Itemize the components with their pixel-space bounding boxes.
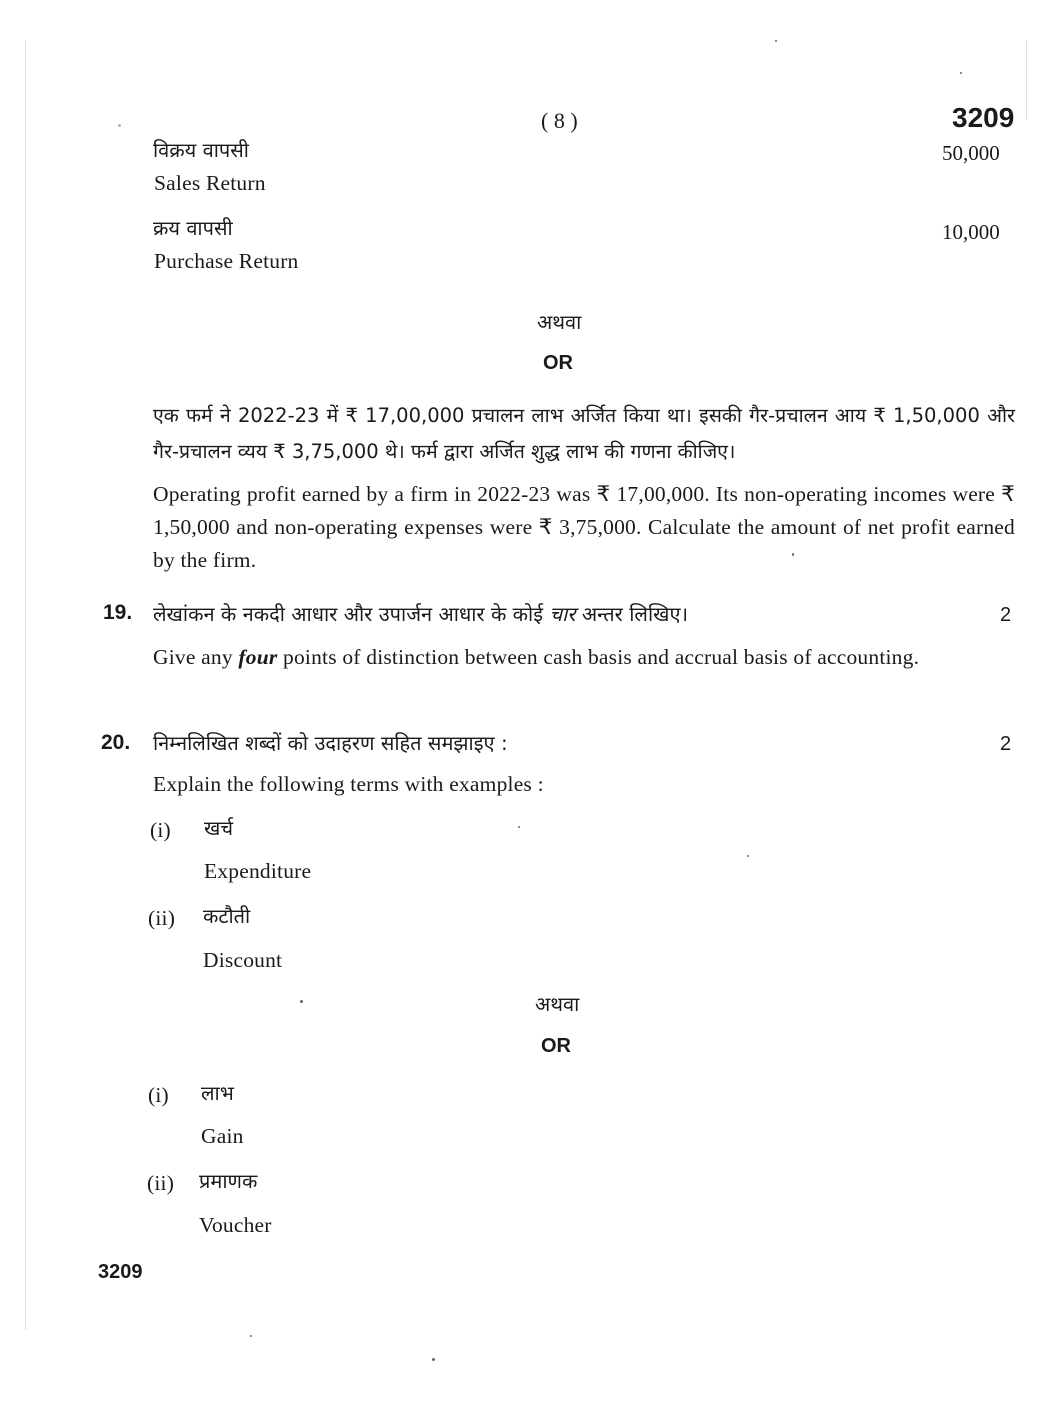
- scan-edge-line: [25, 40, 26, 1330]
- q19-hindi-text: लेखांकन के नकदी आधार और उपार्जन आधार के कोई चार अन्तर लिखिए।: [153, 602, 689, 626]
- or-english: OR: [541, 1035, 571, 1057]
- q19-marks: 2: [1000, 604, 1012, 626]
- scan-speck: [250, 1335, 252, 1337]
- scan-speck: [300, 1000, 303, 1003]
- term-label: (i): [150, 818, 171, 842]
- term-label: (ii): [147, 1171, 175, 1195]
- purchase-return-english: Purchase Return: [154, 249, 299, 273]
- scan-speck: [432, 1358, 435, 1361]
- q18-or-english-text: Operating profit earned by a firm in 2022-23 was ₹ 17,00,000. Its non-operating incomes were ₹ 1,50,000 and non-operating expenses were ₹ 3,75,000. Calculate the amount of net profit earned by the firm.: [153, 482, 1015, 572]
- term-hindi: कटौती: [203, 904, 251, 928]
- scan-edge-line: [1026, 40, 1027, 120]
- question-number-20: 20.: [101, 731, 131, 754]
- purchase-return-amount: 10,000: [942, 220, 1000, 244]
- or-hindi: अथवा: [537, 310, 582, 334]
- or-english: OR: [543, 352, 573, 374]
- q20-marks: 2: [1000, 733, 1012, 755]
- sales-return-english: Sales Return: [154, 171, 266, 195]
- scan-speck: [775, 40, 777, 42]
- term-hindi: खर्च: [204, 816, 234, 840]
- paper-code-header: 3209: [952, 102, 1015, 133]
- sales-return-hindi: विक्रय वापसी: [153, 138, 249, 162]
- q20-hindi-text: निम्नलिखित शब्दों को उदाहरण सहित समझाइए :: [153, 731, 508, 755]
- term-hindi: लाभ: [201, 1081, 234, 1105]
- or-hindi: अथवा: [535, 992, 580, 1016]
- term-english: Voucher: [199, 1213, 272, 1237]
- scan-speck: [518, 826, 520, 828]
- q19-english-text: Give any four points of distinction between cash basis and accrual basis of accounting.: [153, 645, 920, 669]
- page-number: ( 8 ): [541, 108, 578, 133]
- term-label: (i): [148, 1083, 169, 1107]
- scan-speck: [960, 72, 962, 74]
- sales-return-amount: 50,000: [942, 141, 1000, 165]
- term-english: Expenditure: [204, 859, 312, 883]
- paper-code-footer: 3209: [98, 1261, 143, 1283]
- term-label: (ii): [148, 906, 176, 930]
- scan-speck: [747, 855, 749, 857]
- term-english: Gain: [201, 1124, 244, 1148]
- purchase-return-hindi: क्रय वापसी: [153, 216, 233, 240]
- scan-speck: [118, 124, 121, 127]
- term-hindi: प्रमाणक: [199, 1169, 258, 1193]
- q20-english-text: Explain the following terms with examples :: [153, 772, 544, 796]
- q18-or-hindi-text: एक फर्म ने 2022-23 में ₹ 17,00,000 प्रचालन लाभ अर्जित किया था। इसकी गैर-प्रचालन आय ₹ 1,50,000 और गैर-प्रचालन व्यय ₹ 3,75,000 थे। फर्म द्वारा अर्जित शुद्ध लाभ की गणना कीजिए।: [153, 404, 1015, 463]
- question-number-19: 19.: [103, 601, 133, 624]
- term-english: Discount: [203, 948, 283, 972]
